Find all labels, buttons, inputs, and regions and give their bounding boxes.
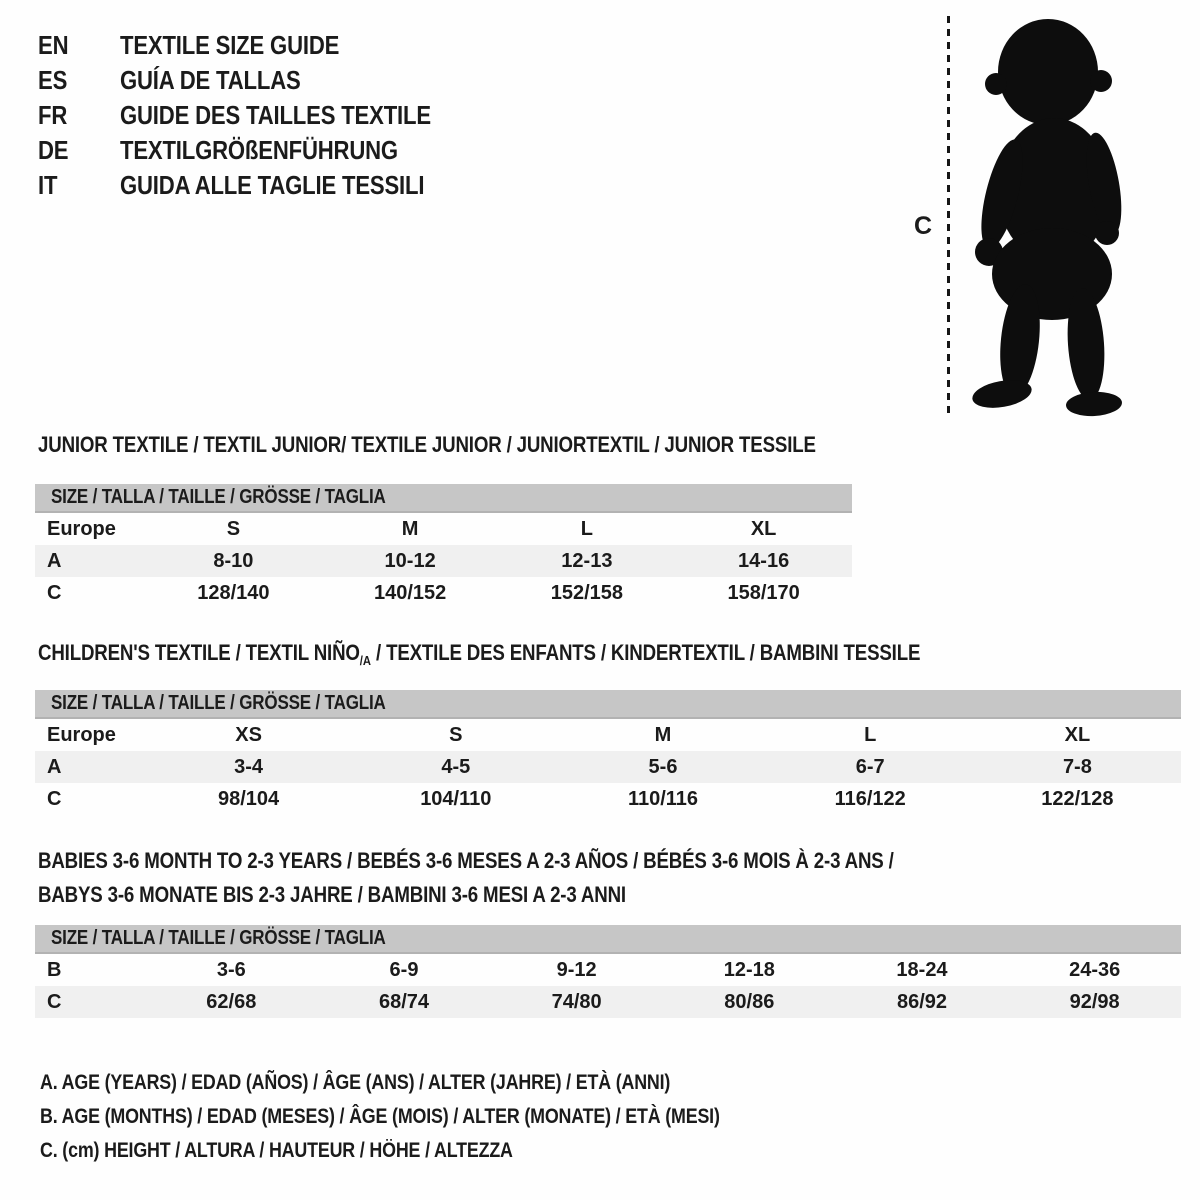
children-size-table (35, 690, 1181, 815)
language-code: EN (38, 30, 69, 60)
table-row-height: C 128/140 140/152 152/158 158/170 (47, 581, 800, 604)
size-header-band: SIZE / TALLA / TAILLE / GRÖSSE / TAGLIA (35, 484, 852, 513)
toddler-silhouette-icon (956, 12, 1146, 420)
language-row (38, 28, 486, 63)
guide-title: GUIDA ALLE TAGLIE TESSILI (120, 170, 425, 200)
language-row (38, 98, 486, 133)
language-code: IT (38, 170, 58, 200)
language-row (38, 168, 486, 203)
language-code: FR (38, 100, 68, 130)
language-row (38, 63, 486, 98)
language-code: ES (38, 65, 68, 95)
legend-line-c: C. (cm) HEIGHT / ALTURA / HAUTEUR / HÖHE / ALTEZZA (40, 1139, 513, 1162)
table-row-height: C 62/68 68/74 74/80 80/86 86/92 92/98 (35, 986, 1181, 1018)
language-title-list (38, 28, 486, 203)
size-header-band: SIZE / TALLA / TAILLE / GRÖSSE / TAGLIA (35, 925, 1181, 954)
table-row-height: C 98/104 104/110 110/116 116/122 122/128 (47, 787, 1114, 810)
size-header-band: SIZE / TALLA / TAILLE / GRÖSSE / TAGLIA (35, 690, 1181, 719)
table-row-europe: Europe XS S M L XL (47, 723, 1091, 746)
babies-section-title: BABIES 3-6 MONTH TO 2-3 YEARS / BEBÉS 3-6 MESES A 2-3 AÑOS / BÉBÉS 3-6 MOIS À 2-3 ANS / BABYS 3-6 MONATE BIS 2-3 JAHRE / BAMBINI 3-6 MESI A 2-3 ANNI (38, 848, 894, 907)
guide-title: TEXTILGRÖßENFÜHRUNG (120, 135, 398, 165)
children-section-title: CHILDREN'S TEXTILE / TEXTIL $NIÑO_{/A}$ / TEXTILE DES ENFANTS / KINDERTEXTIL / BAMBINI TESSILE (38, 640, 921, 668)
junior-size-table (35, 484, 852, 609)
nino-a-subscript: /A (359, 653, 371, 668)
babies-size-table (35, 925, 1181, 1018)
junior-section-title: JUNIOR TEXTILE / TEXTIL JUNIOR/ TEXTILE JUNIOR / JUNIORTEXTIL / JUNIOR TESSILE (38, 432, 816, 457)
legend-line-b: B. AGE (MONTHS) / EDAD (MESES) / ÂGE (MOIS) / ALTER (MONATE) / ETÀ (MESI) (40, 1105, 720, 1128)
table-row-age: A 8-10 10-12 12-13 14-16 (35, 545, 852, 577)
table-row-age: A 3-4 4-5 5-6 6-7 7-8 (35, 751, 1181, 783)
measurement-legend (40, 1066, 840, 1168)
guide-title: GUIDE DES TAILLES TEXTILE (120, 100, 431, 130)
guide-title: TEXTILE SIZE GUIDE (120, 30, 340, 60)
table-row-europe: Europe S M L XL (47, 517, 777, 540)
language-row (38, 133, 486, 168)
table-row-months: B 3-6 6-9 9-12 12-18 18-24 24-36 (47, 958, 1121, 981)
language-code: DE (38, 135, 69, 165)
height-measure-dashed-line (947, 16, 950, 416)
legend-line-a: A. AGE (YEARS) / EDAD (AÑOS) / ÂGE (ANS) / ALTER (JAHRE) / ETÀ (ANNI) (40, 1071, 671, 1094)
height-measure-label: C (914, 212, 933, 240)
guide-title: GUÍA DE TALLAS (120, 65, 301, 95)
